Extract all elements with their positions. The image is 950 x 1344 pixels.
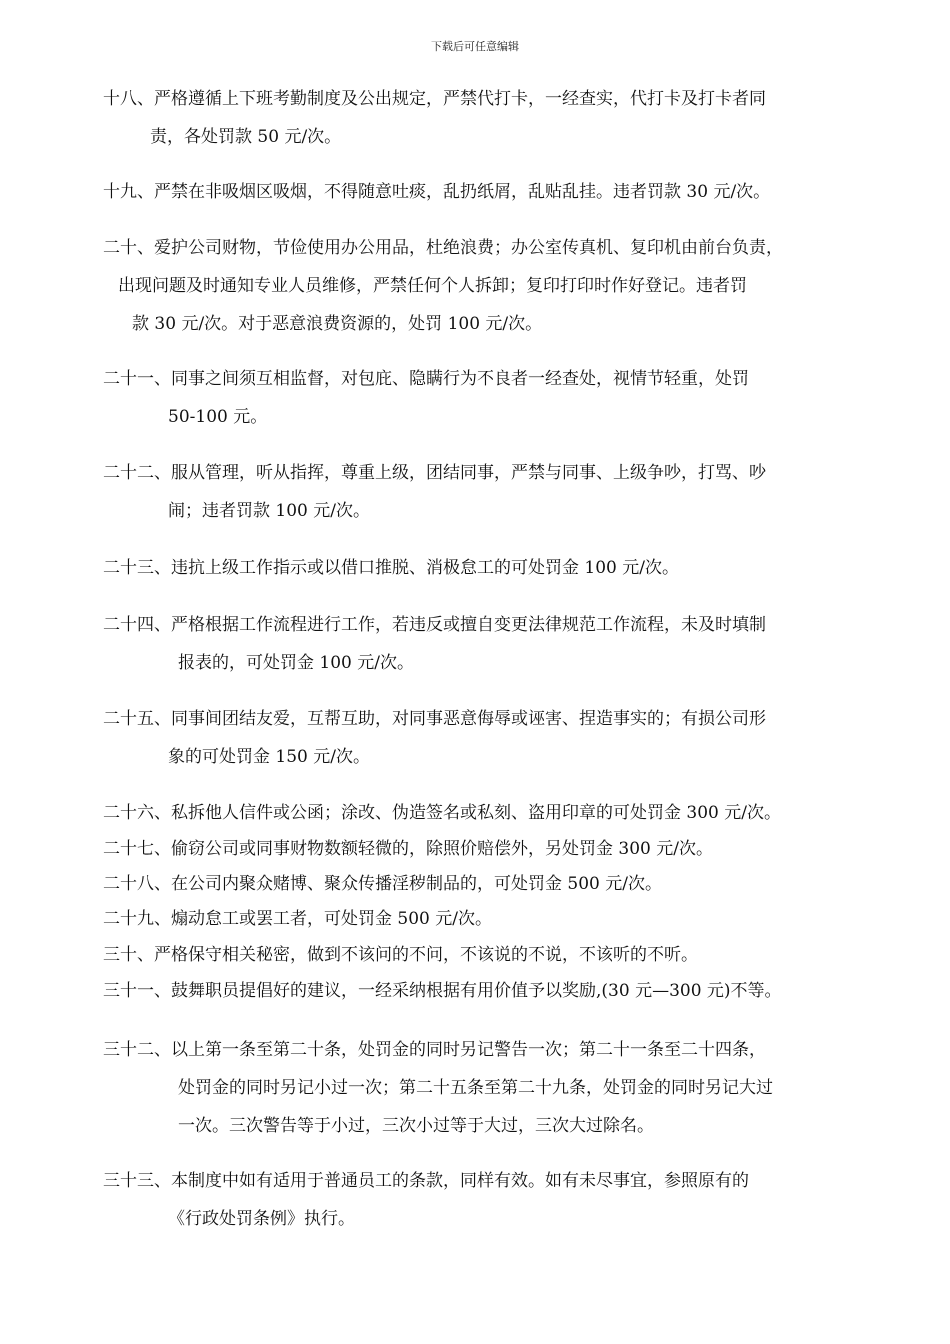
clause-line: 象的可处罚金 150 元/次。: [168, 747, 370, 767]
clause-line: 50-100 元。: [168, 407, 268, 427]
clause-line: 责，各处罚款 50 元/次。: [150, 127, 342, 147]
clause-line: 处罚金的同时另记小过一次；第二十五条至第二十九条，处罚金的同时另记大过: [178, 1078, 773, 1098]
clause-line: 三十、严格保守相关秘密，做到不该问的不问，不该说的不说，不该听的不听。: [103, 945, 698, 965]
clause-line: 二十三、违抗上级工作指示或以借口推脱、消极怠工的可处罚金 100 元/次。: [103, 558, 679, 578]
clause-line: 二十四、严格根据工作流程进行工作，若违反或擅自变更法律规范工作流程，未及时填制: [103, 615, 766, 635]
clause-line: 二十二、服从管理，听从指挥，尊重上级，团结同事，严禁与同事、上级争吵，打骂、吵: [103, 463, 766, 483]
clause-line: 二十一、同事之间须互相监督，对包庇、隐瞒行为不良者一经查处，视情节轻重，处罚: [103, 369, 749, 389]
clause-line: 报表的，可处罚金 100 元/次。: [178, 653, 414, 673]
clause-line: 三十二、以上第一条至第二十条，处罚金的同时另记警告一次；第二十一条至二十四条，: [103, 1040, 766, 1060]
clause-line: 出现问题及时通知专业人员维修，严禁任何个人拆卸；复印打印时作好登记。违者罚: [118, 276, 747, 296]
clause-line: 二十九、煽动怠工或罢工者，可处罚金 500 元/次。: [103, 909, 492, 929]
clause-line: 十九、严禁在非吸烟区吸烟，不得随意吐痰，乱扔纸屑，乱贴乱挂。违者罚款 30 元/次。: [103, 182, 771, 202]
clause-line: 二十七、偷窃公司或同事财物数额轻微的，除照价赔偿外，另处罚金 300 元/次。: [103, 839, 713, 859]
clause-line: 三十一、鼓舞职员提倡好的建议，一经采纳根据有用价值予以奖励,(30 元—300 元)不等。: [103, 981, 782, 1001]
clause-line: 三十三、本制度中如有适用于普通员工的条款，同样有效。如有未尽事宜，参照原有的: [103, 1171, 749, 1191]
clause-line: 《行政处罚条例》执行。: [168, 1209, 355, 1229]
clause-line: 款 30 元/次。对于恶意浪费资源的，处罚 100 元/次。: [132, 314, 543, 334]
page-header: 下载后可任意编辑: [431, 40, 519, 53]
clause-line: 闹；违者罚款 100 元/次。: [168, 501, 370, 521]
clause-line: 二十五、同事间团结友爱，互帮互助，对同事恶意侮辱或诬害、捏造事实的；有损公司形: [103, 709, 766, 729]
clause-line: 一次。三次警告等于小过，三次小过等于大过，三次大过除名。: [178, 1116, 654, 1136]
clause-line: 十八、严格遵循上下班考勤制度及公出规定，严禁代打卡，一经查实，代打卡及打卡者同: [103, 89, 766, 109]
clause-line: 二十八、在公司内聚众赌博、聚众传播淫秽制品的，可处罚金 500 元/次。: [103, 874, 662, 894]
clause-line: 二十、爱护公司财物，节俭使用办公用品，杜绝浪费；办公室传真机、复印机由前台负责，: [103, 238, 783, 258]
clause-line: 二十六、私拆他人信件或公函；涂改、伪造签名或私刻、盗用印章的可处罚金 300 元/次。: [103, 803, 781, 823]
